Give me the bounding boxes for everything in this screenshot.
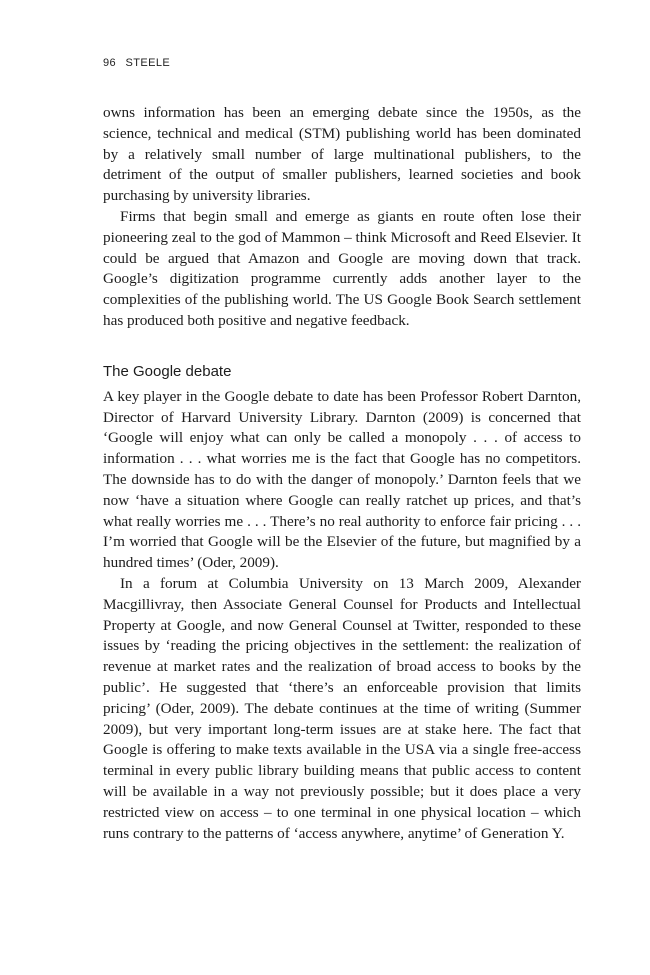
page-body (103, 103, 581, 844)
running-title: STEELE (125, 57, 171, 69)
page-number: 96 (103, 57, 117, 69)
body-paragraph: In a forum at Columbia University on 13 March 2009, Alexander Macgillivray, then Associate General Counsel for Products and Intellectual Property at Google, and now General Counsel at Twitter, responded to these issues by ‘reading the pricing objectives in the settlement: the realization of revenue at market rates and the realization of broad access to books by the public’. He suggested that ‘there’s an enforceable provision that limits pricing’ (Oder, 2009). The debate continues at the time of writing (Summer 2009), but very important long-term issues are at stake here. The fact that Google is offering to make texts available in the USA via a single free-access terminal in every public library building means that public access to content will be available in a way not previously possible; but it does place a very restricted view on access – to one terminal in one physical location – which runs contrary to the patterns of ‘access anywhere, anytime’ of Generation Y. (103, 574, 581, 842)
body-paragraph: A key player in the Google debate to date has been Professor Robert Darnton, Director of Harvard University Library. Darnton (2009) is concerned that ‘Google will enjoy what can only be called a monopoly . . . of access to information . . . what worries me is the fact that Google has no competitors. The downside has to do with the danger of monopoly.’ Darnton feels that we now ‘have a situation where Google can really ratchet up prices, and that’s what really worries me . . . There’s no real authority to enforce fair pricing . . . I’m worried that Google will be the Elsevier of the future, but magnified by a hundred times’ (Oder, 2009). (103, 387, 581, 572)
running-head (103, 57, 170, 69)
section-heading: The Google debate (103, 362, 232, 380)
body-paragraph: owns information has been an emerging debate since the 1950s, as the science, technical and medical (STM) publishing world has been dominated by a relatively small number of large multinational publishers, to the detriment of the output of smaller publishers, learned societies and book purchasing by university libraries. (103, 104, 581, 205)
body-paragraph: Firms that begin small and emerge as giants en route often lose their pioneering zeal to the god of Mammon – think Microsoft and Reed Elsevier. It could be argued that Amazon and Google are moving down that track. Google’s digitization programme currently adds another layer to the complexities of the publishing world. The US Google Book Search settlement has produced both positive and negative feedback. (103, 207, 581, 329)
